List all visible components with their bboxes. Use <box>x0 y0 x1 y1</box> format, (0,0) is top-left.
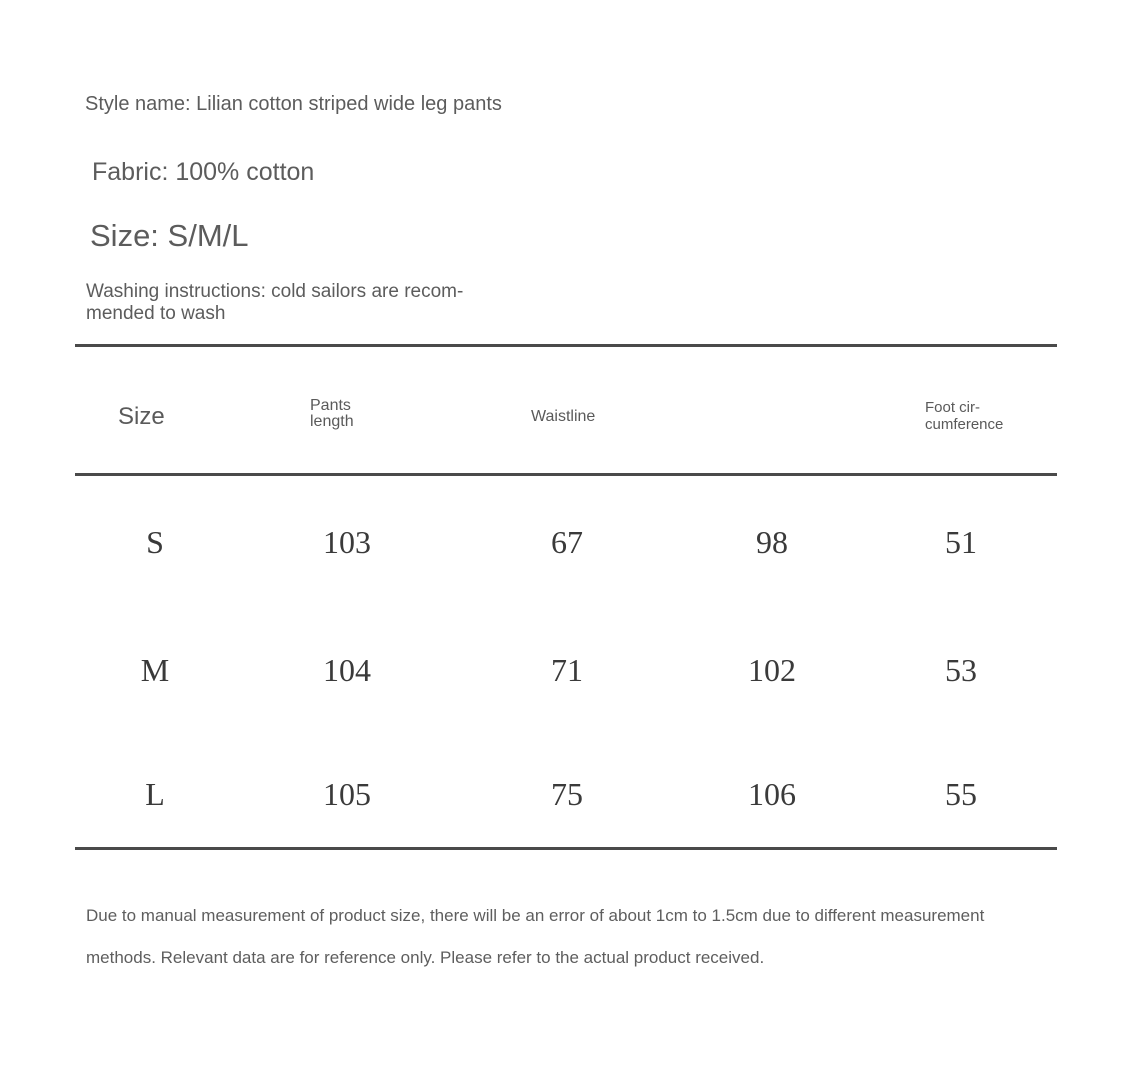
cell-length-s: 103 <box>323 524 371 560</box>
cell-waist-s: 67 <box>551 524 583 560</box>
cell-hip-s: 98 <box>756 524 788 560</box>
measurement-note: Due to manual measurement of product size, there will be an error of about 1cm to 1.5cm due to different measurement methods. Relevant data are for reference only. Please refer to the actual product received. <box>86 906 985 967</box>
cell-waist-m: 71 <box>551 652 583 688</box>
cell-foot-s: 51 <box>945 524 977 560</box>
cell-hip-m: 102 <box>748 652 796 688</box>
cell-size-l: L <box>145 776 165 812</box>
cell-foot-m: 53 <box>945 652 977 688</box>
cell-length-l: 105 <box>323 776 371 812</box>
table-bottom-rule <box>75 847 1057 850</box>
header-hip <box>740 408 806 430</box>
header-foot-circumference: Foot cir-cumference <box>925 399 1004 433</box>
header-size: Size <box>118 403 165 430</box>
washing-instructions: Washing instructions: cold sailors are recom-mended to wash <box>86 281 464 324</box>
cell-size-s: S <box>146 524 164 560</box>
header-waistline: Waistline <box>531 408 596 425</box>
cell-hip-l: 106 <box>748 776 796 812</box>
size-info: Size: S/M/L <box>90 218 249 253</box>
style-name: Style name: Lilian cotton striped wide leg pants <box>85 93 502 115</box>
header-pants-length: Pants length <box>310 397 354 430</box>
cell-length-m: 104 <box>323 652 371 688</box>
cell-waist-l: 75 <box>551 776 583 812</box>
cell-foot-l: 55 <box>945 776 977 812</box>
cell-size-m: M <box>140 652 170 688</box>
table-header-rule <box>75 473 1057 476</box>
fabric-info: Fabric: 100% cotton <box>92 158 315 186</box>
table-top-rule <box>75 344 1057 347</box>
